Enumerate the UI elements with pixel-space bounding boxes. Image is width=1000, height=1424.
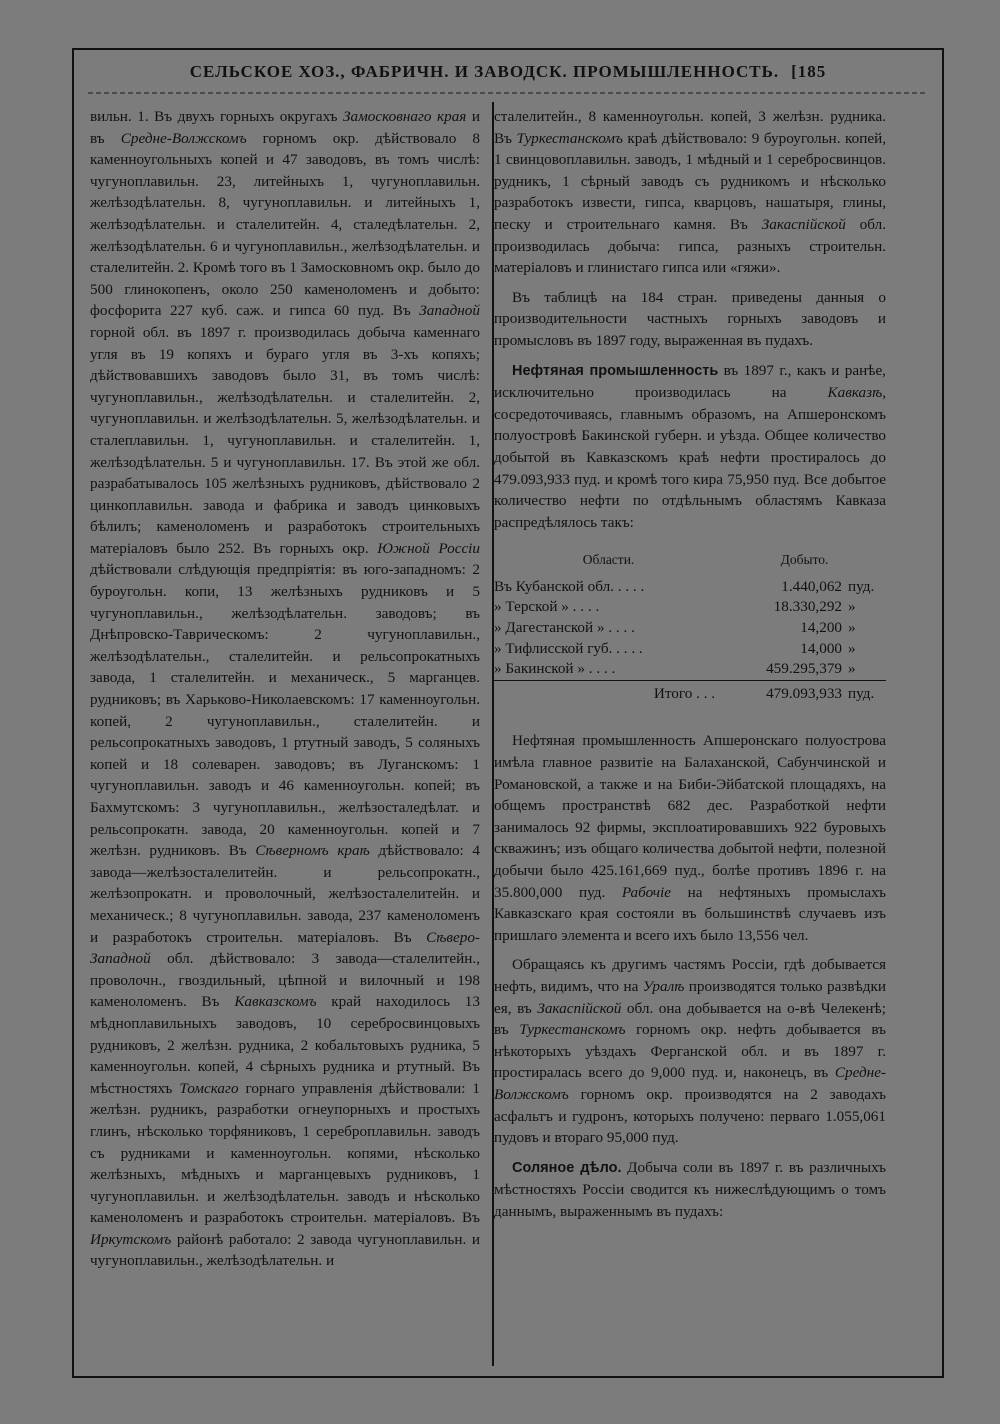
total-label: Итого . . .	[494, 680, 723, 704]
page-frame	[72, 48, 944, 1378]
right-column	[494, 106, 886, 1223]
left-paragraph-1: вильн. 1. Въ двухъ горныхъ округахъ Замосковнаго края и въ Средне-Волжскомъ горномъ окр. дѣйствовало 8 каменноугольныхъ копей и 47 заводовъ, въ томъ числѣ: чугуноплавильн. 23, литейныхъ 1, чугуноплавильн. желѣзодѣлательн. 8, чугуноплавильн. и литейныхъ 1, желѣзодѣлательн. и сталелитейн. 4, сталедѣлательн. 2, желѣзодѣлательн. 6 и чугуноплавильн., желѣзодѣлательн. и сталелитейн. 2. Кромѣ того въ 1 Замосковномъ окр. было до 500 глинокопенъ, около 250 каменоломенъ и добыто: фосфорита 227 куб. саж. и гипса 60 пуд. Въ Западной горной обл. въ 1897 г. производилась добыча каменнаго угля въ 19 копяхъ и бураго угля въ 3-хъ копяхъ; дѣйствовавшихъ заводовъ было 31, въ томъ числѣ: чугуноплавильн., желѣзодѣлательн. и сталелитейн. 2, чугуноплавильн. и желѣзодѣлательн. 5, желѣзодѣлательн. и сталеплавильн. 1, чугуноплавильн. и сталелитейн. 1, желѣзодѣлательн. 5 и чугуноплавильн. 17. Въ этой же обл. разрабатывалось 105 желѣзныхъ рудниковъ, дѣйствовало 2 цинкоплавильн. завода и фабрика и заводъ цинковыхъ бѣлилъ; каменоломенъ и разработокъ строительныхъ матеріаловъ было 252. Въ горныхъ окр. Южной Россіи дѣйствовали слѣдующія предпріятія: въ юго-западномъ: 2 буроугольн. копи, 13 желѣзныхъ рудниковъ и 5 чугуноплавильн., желѣзодѣлательн. заводовъ; въ Днѣпровско-Таврическомъ: 2 чугуноплавильн., желѣзодѣлательн., сталелитейн. и рельсопрокатныхъ завода, 1 сталелитейн. и механическ., 5 марганцев. рудниковъ; въ Харьково-Николаевскомъ: 17 каменноугольн. копей, 2 чугуноплавильн., сталелитейн. и рельсопрокатныхъ заводовъ, 1 ртутный заводъ, 5 соляныхъ копей и 18 солеварен. заводовъ; въ Луганскомъ: 1 чугуноплавильн. заводъ и 46 каменноугольн. копей; въ Бахмутскомъ: 3 чугуноплавильн., желѣзосталедѣлат. и рельсопрокатн. завода, 20 каменноугольн. копей и 7 желѣзн. рудниковъ. Въ Сѣверномъ краѣ дѣйствовало: 4 завода—желѣзосталелитейн. и рельсопрокатн., желѣзопрокатн. и проволочный, желѣзосталелитейн. и механическ.; 8 чугуноплавильн. завода, 237 каменоломенъ и разработокъ строительн. матеріаловъ. Въ Сѣверо-Западной обл. дѣйствовало: 3 завода—сталелитейн., проволочн., гвоздильный, цѣпной и вилочный и 198 каменоломенъ. Въ Кавказскомъ край находилось 13 мѣдноплавильныхъ заводовъ, 10 серебросвинцовыхъ рудниковъ, 2 желѣзн. рудника, 2 кобальтовыхъ рудника, 5 каменноугольн. копей, 4 сѣрныхъ рудника и ртутный. Въ мѣстностяхъ Томскаго горнаго управленія дѣйствовали: 1 желѣзн. рудникъ, разработки огнеупорныхъ и простыхъ глинъ, нѣсколько торфяниковъ, 1 сереброплавильн. заводъ съ рудниками и каменноугольн. копями, нѣсколько желѣзныхъ, мѣдныхъ и марганцевыхъ рудниковъ, 1 чугуноплавильн. и желѣзодѣлательн. заводъ и нѣсколько каменоломенъ и разработокъ строительн. матеріаловъ. Въ Иркутскомъ районѣ работало: 2 завода чугуноплавильн. и чугуноплавильн., желѣзодѣлательн. и	[90, 108, 481, 1270]
table-row: » Тифлисской губ. . . . . 14,000 »	[494, 639, 856, 657]
total-unit: пуд.	[848, 680, 886, 704]
table-row: Въ Кубанской обл. . . . . 1.440,062 пуд.	[494, 577, 875, 595]
table-total-row	[494, 680, 886, 704]
oil-production-table	[494, 549, 886, 704]
right-paragraph-2: Въ таблицѣ на 184 стран. приведены данныя о производительности частныхъ горныхъ заводовъ и промысловъ въ 1897 году, выраженная въ пудахъ.	[494, 288, 886, 349]
header-rule	[88, 92, 928, 94]
header-title: СЕЛЬСКОЕ ХОЗ., ФАБРИЧН. И ЗАВОДСК. ПРОМЫШЛЕННОСТЬ.	[189, 62, 780, 81]
right-paragraph-1: сталелитейн., 8 каменноугольн. копей, 3 желѣзн. рудника. Въ Туркестанскомъ краѣ дѣйствовало: 9 буроугольн. копей, 1 свинцовоплавильн. заводъ, 1 мѣдный и 1 серебросвинцов. рудникъ, 1 сѣрный заводъ съ рудникомъ и нѣсколько разработокъ извести, гипса, кварцовъ, нашатыря, глины, песку и строительнаго камня. Въ Закаспійской обл. производилась добыча: гипса, разныхъ строительн. матеріаловъ и глинистаго гипса или «гяжи».	[494, 108, 886, 277]
right-paragraph-apsheron: Нефтяная промышленность Апшеронскаго полуострова имѣла главное развитіе на Балаханской, Сабунчинской и Романовской, а также и на Биби-Эйбатской площадяхъ, на общемъ пространствѣ 682 дес. Разработкой нефти занималось 92 фирмы, эксплоатировавшихъ 922 буровыхъ скважинъ; изъ общаго количества добытой нефти, полезной добычи было 425.161,669 пуд., болѣе противъ 1896 г. на 35.800,000 пуд. Рабочіе на нефтяныхъ промыслахъ Кавказскаго края состояли въ большинствѣ случаевъ изъ пришлаго элемента и всего ихъ было 13,556 чел.	[494, 732, 886, 944]
total-value: 479.093,933	[723, 680, 848, 704]
table-header-row	[494, 549, 886, 577]
table-row: » Терской » . . . . 18.330,292 »	[494, 598, 856, 616]
right-paragraph-oil: Нефтяная промышленность въ 1897 г., какъ и ранѣе, исключительно производилась на Кавказѣ, сосредоточиваясь, главнымъ образомъ, на Апшеронскомъ полуостровѣ Бакинской губерн. и уѣзда. Общее количество добытой въ Кавказскомъ краѣ нефти простиралось до 479.093,933 пуд. и кромѣ того кира 75,950 пуд. Все добытое количество нефти по отдѣльнымъ областямъ Кавказа распредѣлялось такъ:	[494, 361, 886, 531]
column-header-extracted: Добыто.	[780, 552, 829, 568]
table-row: » Дагестанской » . . . . 14,200 »	[494, 619, 856, 637]
column-header-regions: Области.	[582, 552, 635, 568]
running-header	[74, 62, 942, 82]
right-paragraph-salt: Соляное дѣло. Добыча соли въ 1897 г. въ различныхъ мѣстностяхъ Россіи сводится къ нижеслѣдующимъ о томъ даннымъ, выраженнымъ въ пудахъ:	[494, 1158, 886, 1220]
right-paragraph-other-regions: Обращаясь къ другимъ частямъ Россіи, гдѣ добывается нефть, видимъ, что на Уралѣ производятся только развѣдки ея, въ Закаспійской обл. она добывается на о-вѣ Челекенѣ; въ Туркестанскомъ горномъ окр. нефть добывается въ нѣкоторыхъ уѣздахъ Ферганской обл. и въ 1897 г. простиралась всего до 9,000 пуд. и, наконецъ, въ Средне-Волжскомъ горномъ окр. производятся на 2 заводахъ асфальтъ и гудронъ, которыхъ получено: перваго 1.055,061 пудовъ и втораго 95,000 пуд.	[494, 956, 886, 1147]
table-row: » Бакинской » . . . . 459.295,379 »	[494, 660, 856, 678]
page-number: [185	[791, 62, 827, 81]
left-column	[90, 106, 480, 1272]
